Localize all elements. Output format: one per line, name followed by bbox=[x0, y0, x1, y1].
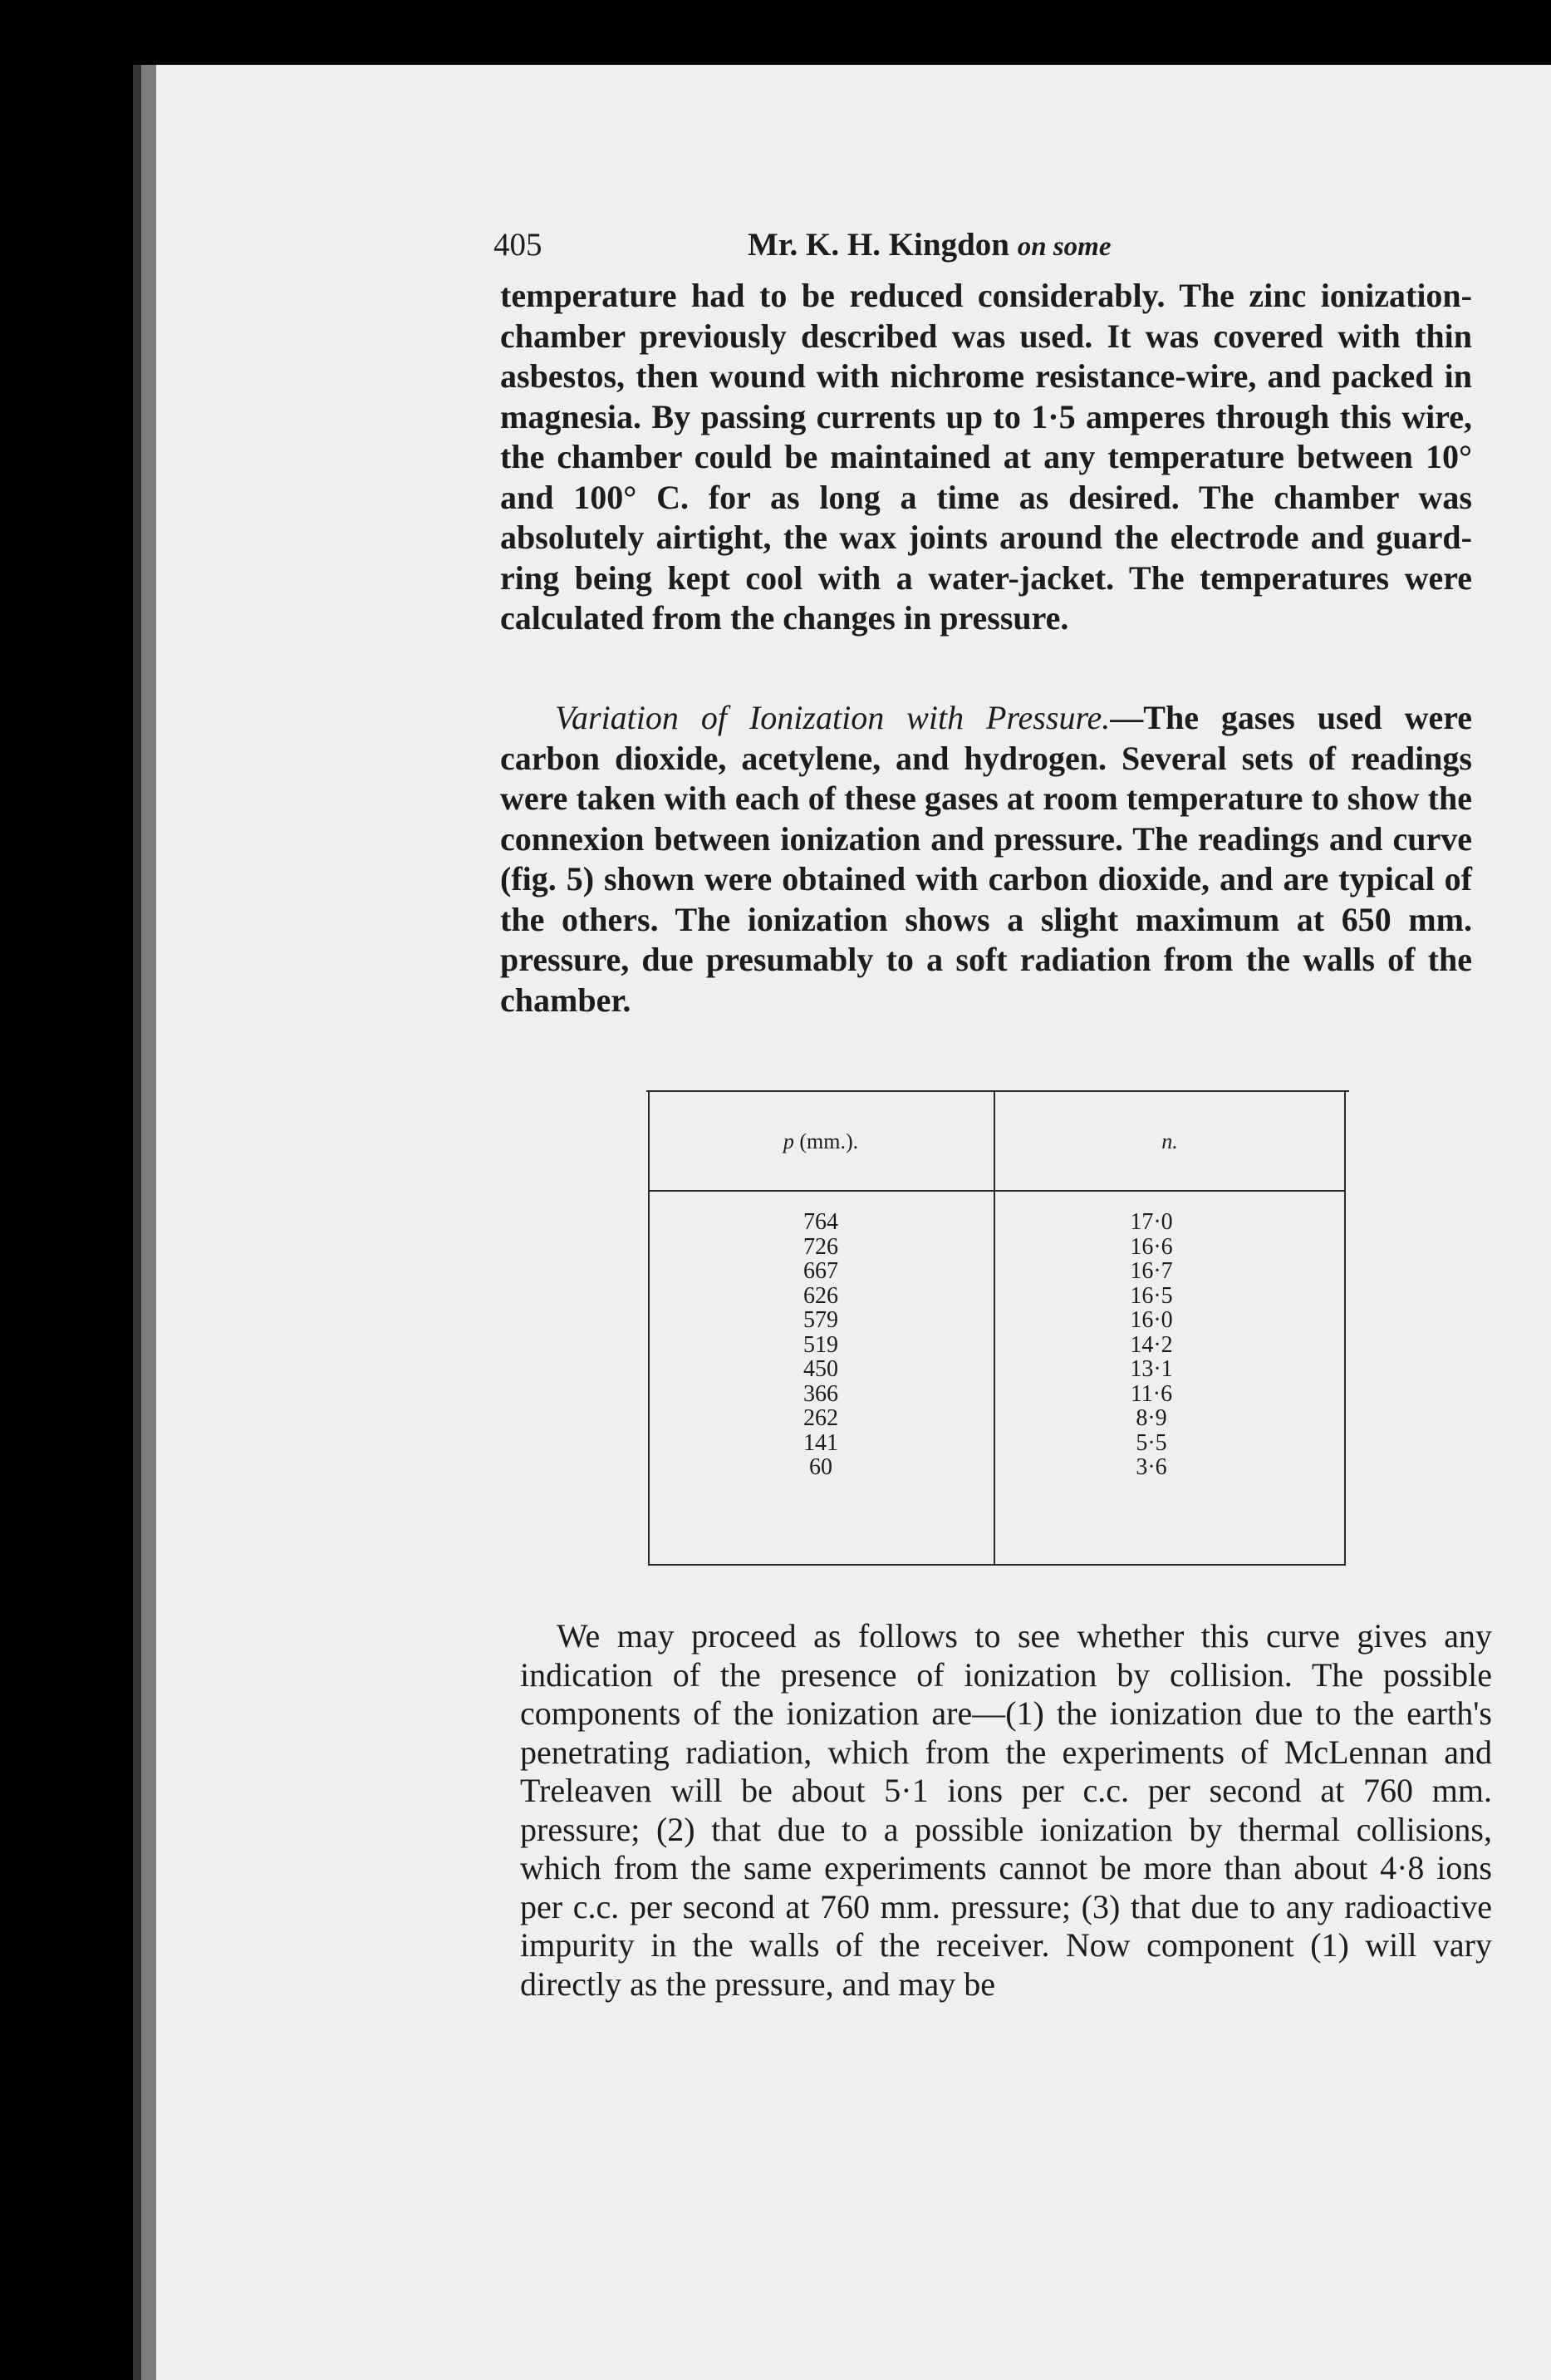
table-cell-p: 262 bbox=[803, 1405, 838, 1431]
table-middle-rule bbox=[994, 1092, 995, 1564]
ionization-column bbox=[1118, 1210, 1185, 1480]
page-number: 405 bbox=[493, 227, 542, 263]
table-cell-p: 366 bbox=[803, 1380, 838, 1407]
table-cell-p: 141 bbox=[803, 1429, 838, 1456]
table-cell-p: 60 bbox=[809, 1454, 832, 1480]
table-cell-p: 764 bbox=[803, 1209, 838, 1235]
section-heading: Variation of Ionization with Pressure. bbox=[555, 699, 1111, 736]
table-cell-p: 726 bbox=[803, 1233, 838, 1260]
table-cell-n: 16·6 bbox=[1130, 1233, 1173, 1260]
running-title bbox=[748, 224, 1111, 268]
table-cell-n: 3·6 bbox=[1136, 1454, 1167, 1480]
table-cell-p: 667 bbox=[803, 1258, 838, 1284]
paragraph-temperature: temperature had to be reduced considerably. The zinc ionization-chamber previously described was used. It was covered with thin asbestos, then wound with nichrome resistance-wire, and packed in magnesia. By passing currents up to 1·5 amperes through this wire, the chamber could be maintained at any temperature between 10° and 100° C. for as long a time as desired. The chamber was absolutely airtight, the wax joints around the electrode and guard-ring being kept cool with a water-jacket. The temperatures were calculated from the changes in pressure. bbox=[500, 277, 1472, 637]
column-header-pressure bbox=[646, 1125, 995, 1158]
paragraph-collision-analysis: We may proceed as follows to see whether this curve gives any indication of the presence of ionization by collision. The possible components of the ionization are—(1) the ionization due to the earth's penetrating radiation, which from the experiments of McLennan and Treleaven will be about 5·1 ions per c.c. per second at 760 mm. pressure; (2) that due to a possible ionization by thermal collisions, which from the same experiments cannot be more than about 4·8 ions per c.c. per second at 760 mm. pressure; (3) that due to any radioactive impurity in the walls of the receiver. Now component (1) will vary directly as the pressure, and may be bbox=[520, 1617, 1492, 2003]
running-head bbox=[493, 224, 1490, 266]
table-cell-p: 579 bbox=[803, 1307, 838, 1333]
table-cell-n: 13·1 bbox=[1130, 1356, 1173, 1382]
running-title-italic: on some bbox=[1017, 232, 1112, 262]
table-cell-p: 450 bbox=[803, 1356, 838, 1382]
table-bottom-rule bbox=[648, 1564, 1346, 1566]
paragraph-variation-text: —The gases used were carbon dioxide, acetylene, and hydrogen. Several sets of readings were taken with each of these gases at room temperature to show the connexion between ionization and pressure. The readings and curve (fig. 5) shown were obtained with carbon dioxide, and are typical of the others. The ionization shows a slight maximum at 650 mm. pressure, due presumably to a soft radiation from the walls of the chamber. bbox=[500, 699, 1472, 1019]
table-cell-p: 626 bbox=[803, 1282, 838, 1309]
column-header-pressure-unit: (mm.). bbox=[799, 1129, 859, 1153]
table-cell-n: 16·0 bbox=[1130, 1307, 1173, 1333]
paragraph-variation-with-pressure bbox=[500, 698, 1472, 1020]
table-cell-n: 17·0 bbox=[1130, 1209, 1173, 1235]
table-cell-n: 5·5 bbox=[1136, 1429, 1167, 1456]
running-title-main: Mr. K. H. Kingdon bbox=[748, 227, 1009, 263]
table-cell-p: 519 bbox=[803, 1331, 838, 1358]
pressure-ionization-table bbox=[646, 1090, 1349, 1571]
table-cell-n: 8·9 bbox=[1136, 1405, 1167, 1431]
scan-border bbox=[133, 65, 141, 2380]
table-right-rule bbox=[1344, 1092, 1346, 1564]
column-header-ionization: n. bbox=[1161, 1129, 1178, 1153]
pressure-column bbox=[788, 1210, 854, 1480]
table-cell-n: 16·5 bbox=[1130, 1282, 1173, 1309]
table-cell-n: 11·6 bbox=[1130, 1380, 1173, 1407]
table-left-rule bbox=[648, 1092, 650, 1564]
column-header-pressure-var: p bbox=[783, 1129, 794, 1153]
table-header-rule bbox=[648, 1190, 1346, 1192]
table-cell-n: 16·7 bbox=[1130, 1258, 1173, 1284]
table-cell-n: 14·2 bbox=[1130, 1331, 1173, 1358]
page-gutter-shadow bbox=[141, 65, 156, 2380]
